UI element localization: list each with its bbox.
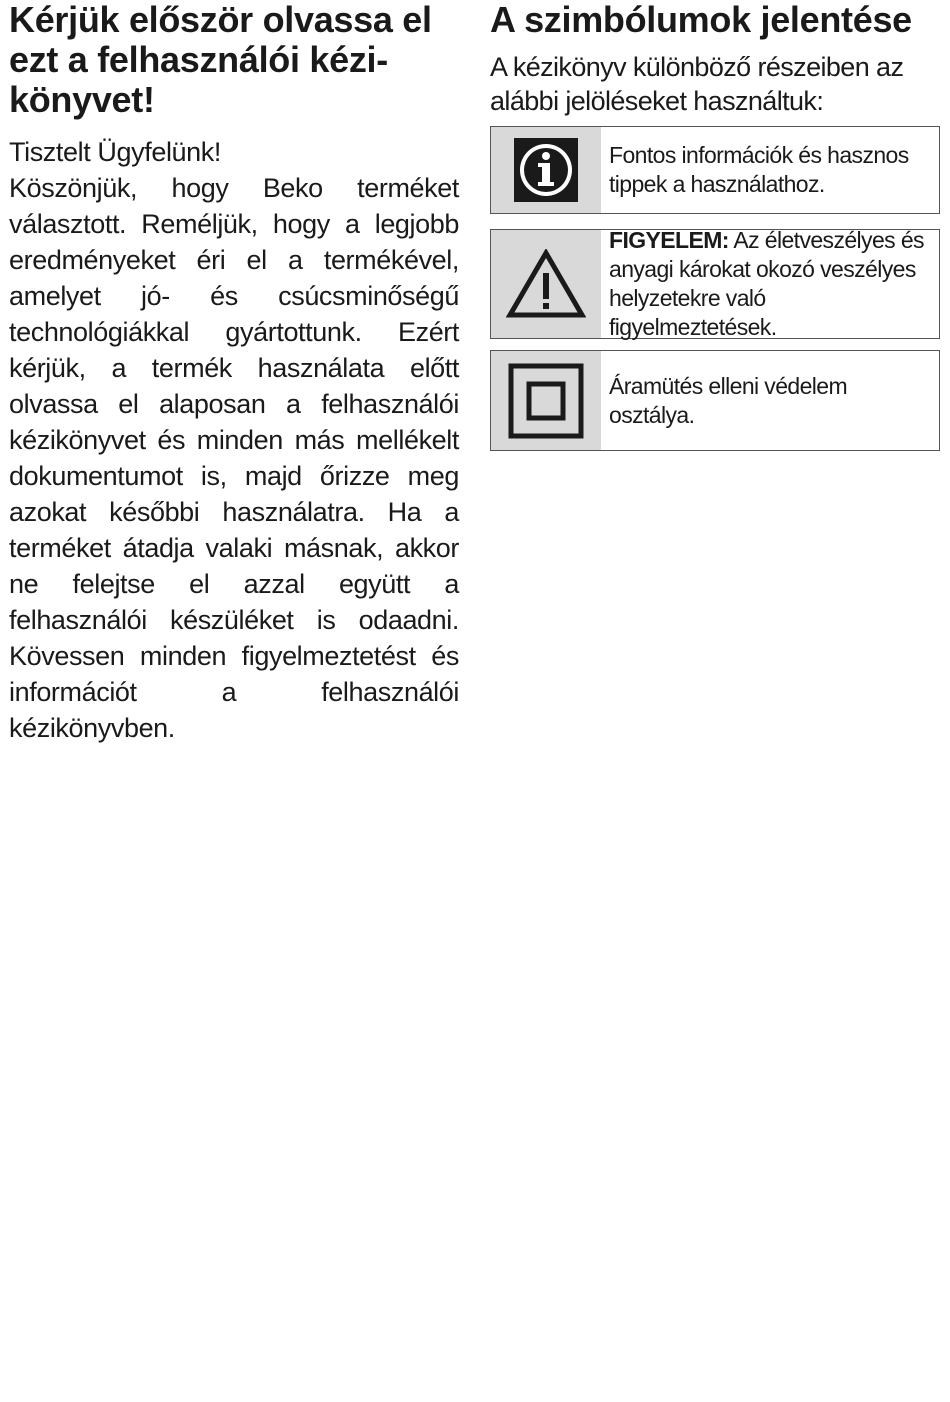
symbol-row-protection-class — [490, 350, 940, 451]
symbol-description: FIGYELEM: Az életveszélyes és anyagi károkat okozó veszélyes helyzetekre való figyelmeztetések. — [609, 227, 924, 340]
symbol-description: Áramütés elleni védelem osztálya. — [609, 372, 848, 428]
symbol-row-info — [490, 126, 940, 214]
symbols-section — [490, 0, 942, 428]
intro-body: Köszönjük, hogy Beko terméket választott. Reméljük, hogy a legjobb eredményeket éri el a termékével, amelyet jó- és csúcsminőségű technológiákkal gyártottunk. Ezért kérjük, a termék használata előtt olvassa el alaposan a felhasználói kézikönyvet és minden más mellékelt dokumentumot is, majd őrizze meg azokat későbbi használatra. Ha a terméket átadja valaki másnak, akkor ne felejtse el azzal együtt a felhasználói készüléket is odaadni. Kövessen minden figyelmeztetést és információt a felhasználói kézikönyvben. — [9, 173, 459, 743]
symbol-description: Fontos információk és hasznos tippek a használathoz. — [609, 142, 909, 197]
symbol-icon-cell — [491, 351, 601, 450]
intro-heading: Kérjük először olvassa el ezt a felhasználói kézi-könyvet! — [9, 0, 432, 120]
intro-section — [9, 0, 459, 746]
intro-greeting: Tisztelt Ügyfelünk! — [9, 137, 221, 167]
symbols-intro: A kézikönyv különböző részeiben az alábbi jelöléseket használtuk: — [490, 52, 904, 116]
symbols-heading: A szimbólumok jelentése — [490, 0, 912, 40]
warning-label: FIGYELEM: — [609, 227, 729, 253]
double-insulation-icon — [508, 363, 584, 439]
symbol-icon-cell — [491, 127, 601, 213]
info-icon — [514, 138, 578, 202]
symbol-icon-cell — [491, 230, 601, 338]
warning-triangle-icon — [506, 249, 586, 319]
symbol-row-warning — [490, 229, 940, 339]
